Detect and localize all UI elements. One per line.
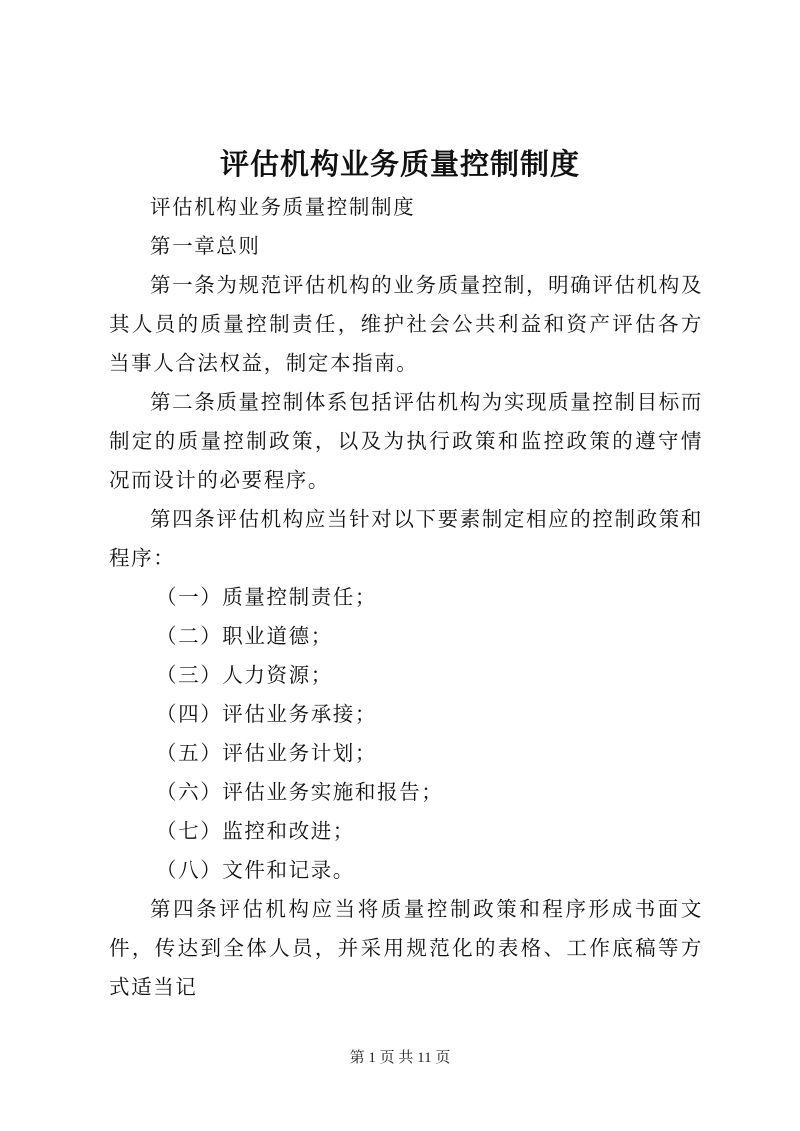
document-title: 评估机构业务质量控制制度 xyxy=(219,147,580,181)
list-item: （三）人力资源； xyxy=(156,663,333,687)
list-item: （七）监控和改进； xyxy=(156,819,355,843)
paragraph-article-1: 第一条为规范评估机构的业务质量控制，明确评估机构及其人员的质量控制责任，维护社会公共利益和资产评估各方当事人合法权益，制定本指南。 xyxy=(109,273,703,375)
paragraph-article-2: 第二条质量控制体系包括评估机构为实现质量控制目标而制定的质量控制政策，以及为执行政策和监控政策的遵守情况而设计的必要程序。 xyxy=(109,390,703,492)
list-item: （八）文件和记录。 xyxy=(156,858,355,882)
paragraph-article-4-documentation: 第四条评估机构应当将质量控制政策和程序形成书面文件，传达到全体人员，并采用规范化的表格、工作底稿等方式适当记 xyxy=(109,897,703,999)
paragraph-chapter-heading: 第一章总则 xyxy=(150,234,261,258)
list-item: （五）评估业务计划； xyxy=(156,741,377,765)
list-item: （一）质量控制责任； xyxy=(156,585,377,609)
element-list xyxy=(109,578,703,890)
list-item: （六）评估业务实施和报告； xyxy=(156,780,444,804)
document-body xyxy=(109,188,703,1007)
list-item: （二）职业道德； xyxy=(156,624,333,648)
paragraph-subtitle: 评估机构业务质量控制制度 xyxy=(150,195,416,219)
paragraph-article-4-intro: 第四条评估机构应当针对以下要素制定相应的控制政策和程序： xyxy=(109,507,703,570)
page-footer: 第 1 页 共 11 页 xyxy=(349,1050,451,1066)
list-item: （四）评估业务承接； xyxy=(156,702,377,726)
